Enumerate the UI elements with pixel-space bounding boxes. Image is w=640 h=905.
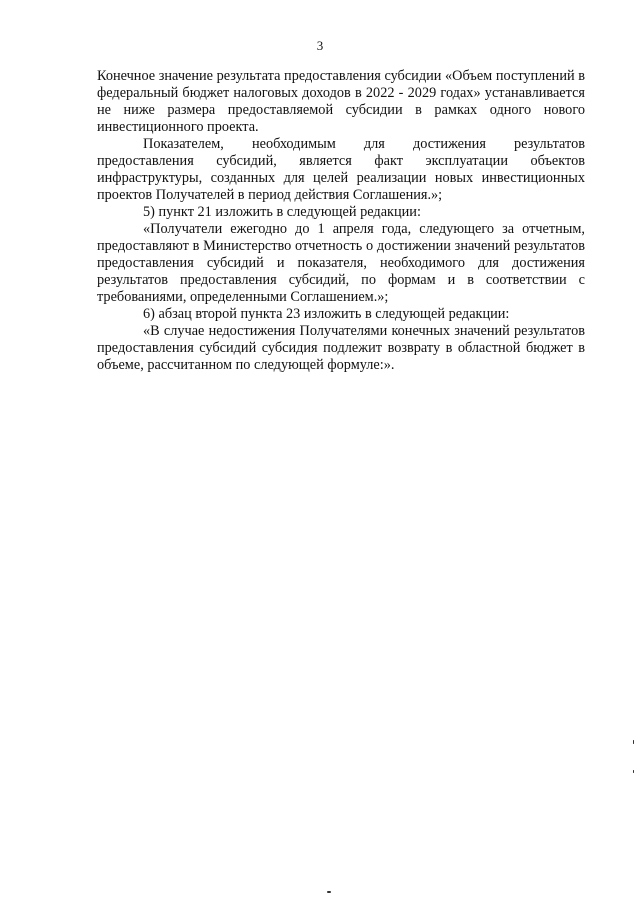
scan-speck [633,770,634,773]
paragraph-final-result-value: Конечное значение результата предоставления субсидии «Объем поступлений в федеральный бюджет налоговых доходов в 2022 - 2029 годах» устанавливается не ниже размера предоставляемой субсидии в рамках одного нового инвестиционного проекта. [97,68,585,135]
paragraph-subsidy-return: «В случае недостижения Получателями конечных значений результатов предоставления субсидий субсидия подлежит возврату в областной бюджет в объеме, рассчитанном по следующей формуле:». [97,323,585,373]
paragraph-amendment-clause-21: 5) пункт 21 изложить в следующей редакции: [143,204,421,220]
paragraph-reporting-requirements: «Получатели ежегодно до 1 апреля года, следующего за отчетным, предоставляют в Министерство отчетность о достижении значений результатов предоставления субсидий и показателя, необходимого для достижения результатов предоставления субсидий, по формам и в соответствии с требованиями, определенными Соглашением.»; [97,221,585,305]
page-number: 3 [316,38,324,53]
document-body [97,68,585,374]
paragraph-indicator: Показателем, необходимым для достижения результатов предоставления субсидий, является факт эксплуатации объектов инфраструктуры, созданных для целей реализации новых инвестиционных проектов Получателей в период действия Соглашения.»; [97,136,585,203]
paragraph-amendment-clause-23: 6) абзац второй пункта 23 изложить в следующей редакции: [143,306,510,322]
scan-speck [327,891,331,893]
scan-speck [633,740,634,744]
